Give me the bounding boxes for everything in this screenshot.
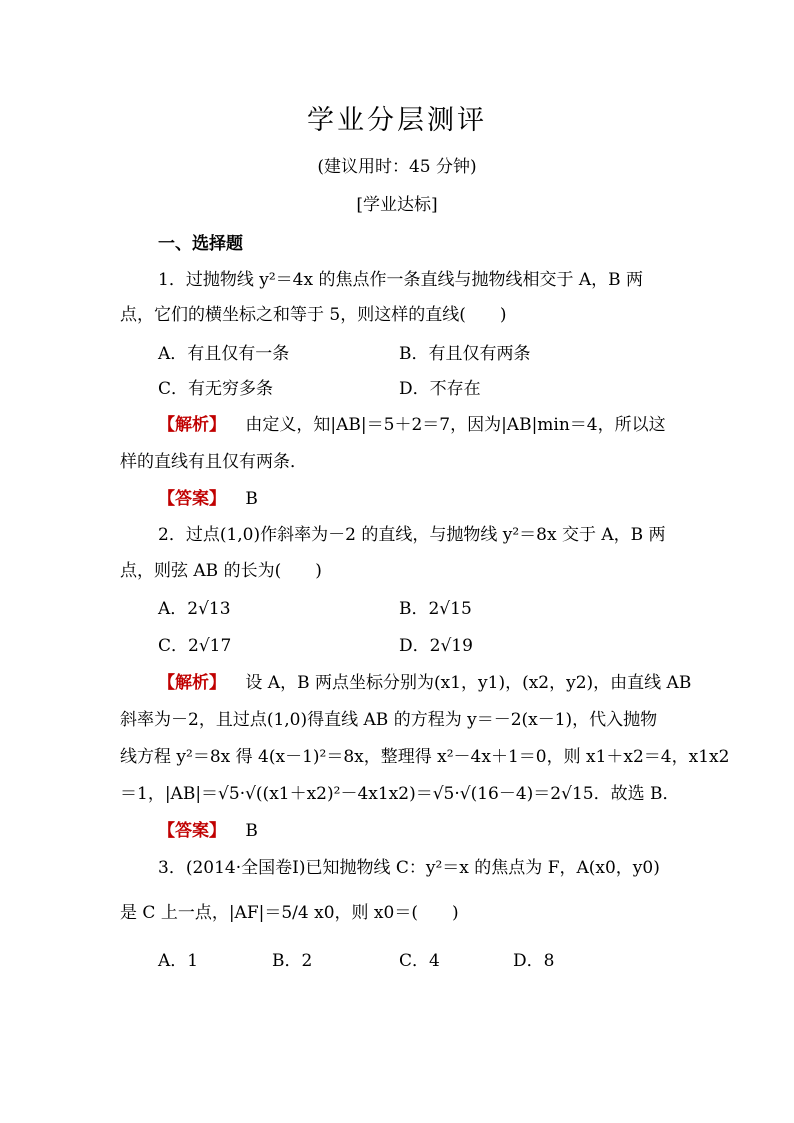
q3-stem-line2: 是 C 上一点，|AF|＝5/4 x0，则 x0＝( ): [120, 903, 459, 923]
q2-stem-line2: 点，则弦 AB 的长为( ): [120, 561, 322, 581]
q1-analysis-line2: 样的直线有且仅有两条．: [120, 452, 307, 472]
section-heading: 一、选择题: [158, 234, 243, 254]
q2-analysis-line1: [158, 668, 718, 693]
q1-option-a: A．有且仅有一条: [158, 344, 290, 364]
q1-option-d: D．不存在: [399, 379, 481, 399]
q1-analysis-line1: [158, 410, 718, 435]
q2-analysis-line3: 线方程 y²＝8x 得 4(x－1)²＝8x，整理得 x²－4x＋1＝0，则 x1＋x2＝4，x1x2: [120, 747, 730, 767]
time-note: (建议用时：45 分钟): [317, 157, 477, 177]
q2-answer-label: 【答案】: [158, 821, 226, 841]
q2-stem-line1: 2．过点(1,0)作斜率为－2 的直线，与抛物线 y²＝8x 交于 A，B 两: [158, 525, 666, 545]
q2-option-b: B．2√15: [399, 599, 472, 619]
q3-option-b: B．2: [272, 951, 313, 971]
q3-option-d: D．8: [513, 951, 555, 971]
q2-analysis-line4: ＝1，|AB|＝√5·√((x1＋x2)²－4x1x2)＝√5·√(16－4)＝2√15．故选 B．: [120, 784, 680, 804]
q3-option-a: A．1: [158, 951, 199, 971]
q1-answer-value: B: [245, 489, 258, 509]
q1-stem-line2: 点，它们的横坐标之和等于 5，则这样的直线( ): [120, 305, 507, 325]
q2-analysis-label: 【解析】: [158, 673, 226, 693]
q2-option-a: A．2√13: [158, 599, 231, 619]
q3-stem-line1: 3．(2014·全国卷Ⅰ)已知抛物线 C：y²＝x 的焦点为 F，A(x0，y0): [158, 858, 660, 878]
q2-analysis-text: 设 A，B 两点坐标分别为(x1，y1)，(x2，y2)，由直线 AB: [245, 673, 692, 693]
q2-option-d: D．2√19: [399, 636, 473, 656]
q1-stem-line1: 1．过抛物线 y²＝4x 的焦点作一条直线与抛物线相交于 A，B 两: [158, 270, 644, 290]
page-title: 学业分层测评: [307, 105, 487, 136]
q1-answer-label: 【答案】: [158, 489, 226, 509]
q1-analysis-text: 由定义，知|AB|＝5＋2＝7，因为|AB|min＝4，所以这: [245, 415, 666, 435]
q1-answer: [158, 484, 718, 509]
q2-answer-value: B: [245, 821, 258, 841]
q3-option-c: C．4: [399, 951, 440, 971]
q2-answer: [158, 816, 718, 841]
level-heading: [学业达标]: [356, 195, 438, 215]
q1-analysis-label: 【解析】: [158, 415, 226, 435]
q2-option-c: C．2√17: [158, 636, 232, 656]
q1-option-b: B．有且仅有两条: [399, 344, 531, 364]
q2-analysis-line2: 斜率为－2，且过点(1,0)得直线 AB 的方程为 y＝－2(x－1)，代入抛物: [120, 710, 658, 730]
q1-option-c: C．有无穷多条: [158, 379, 274, 399]
